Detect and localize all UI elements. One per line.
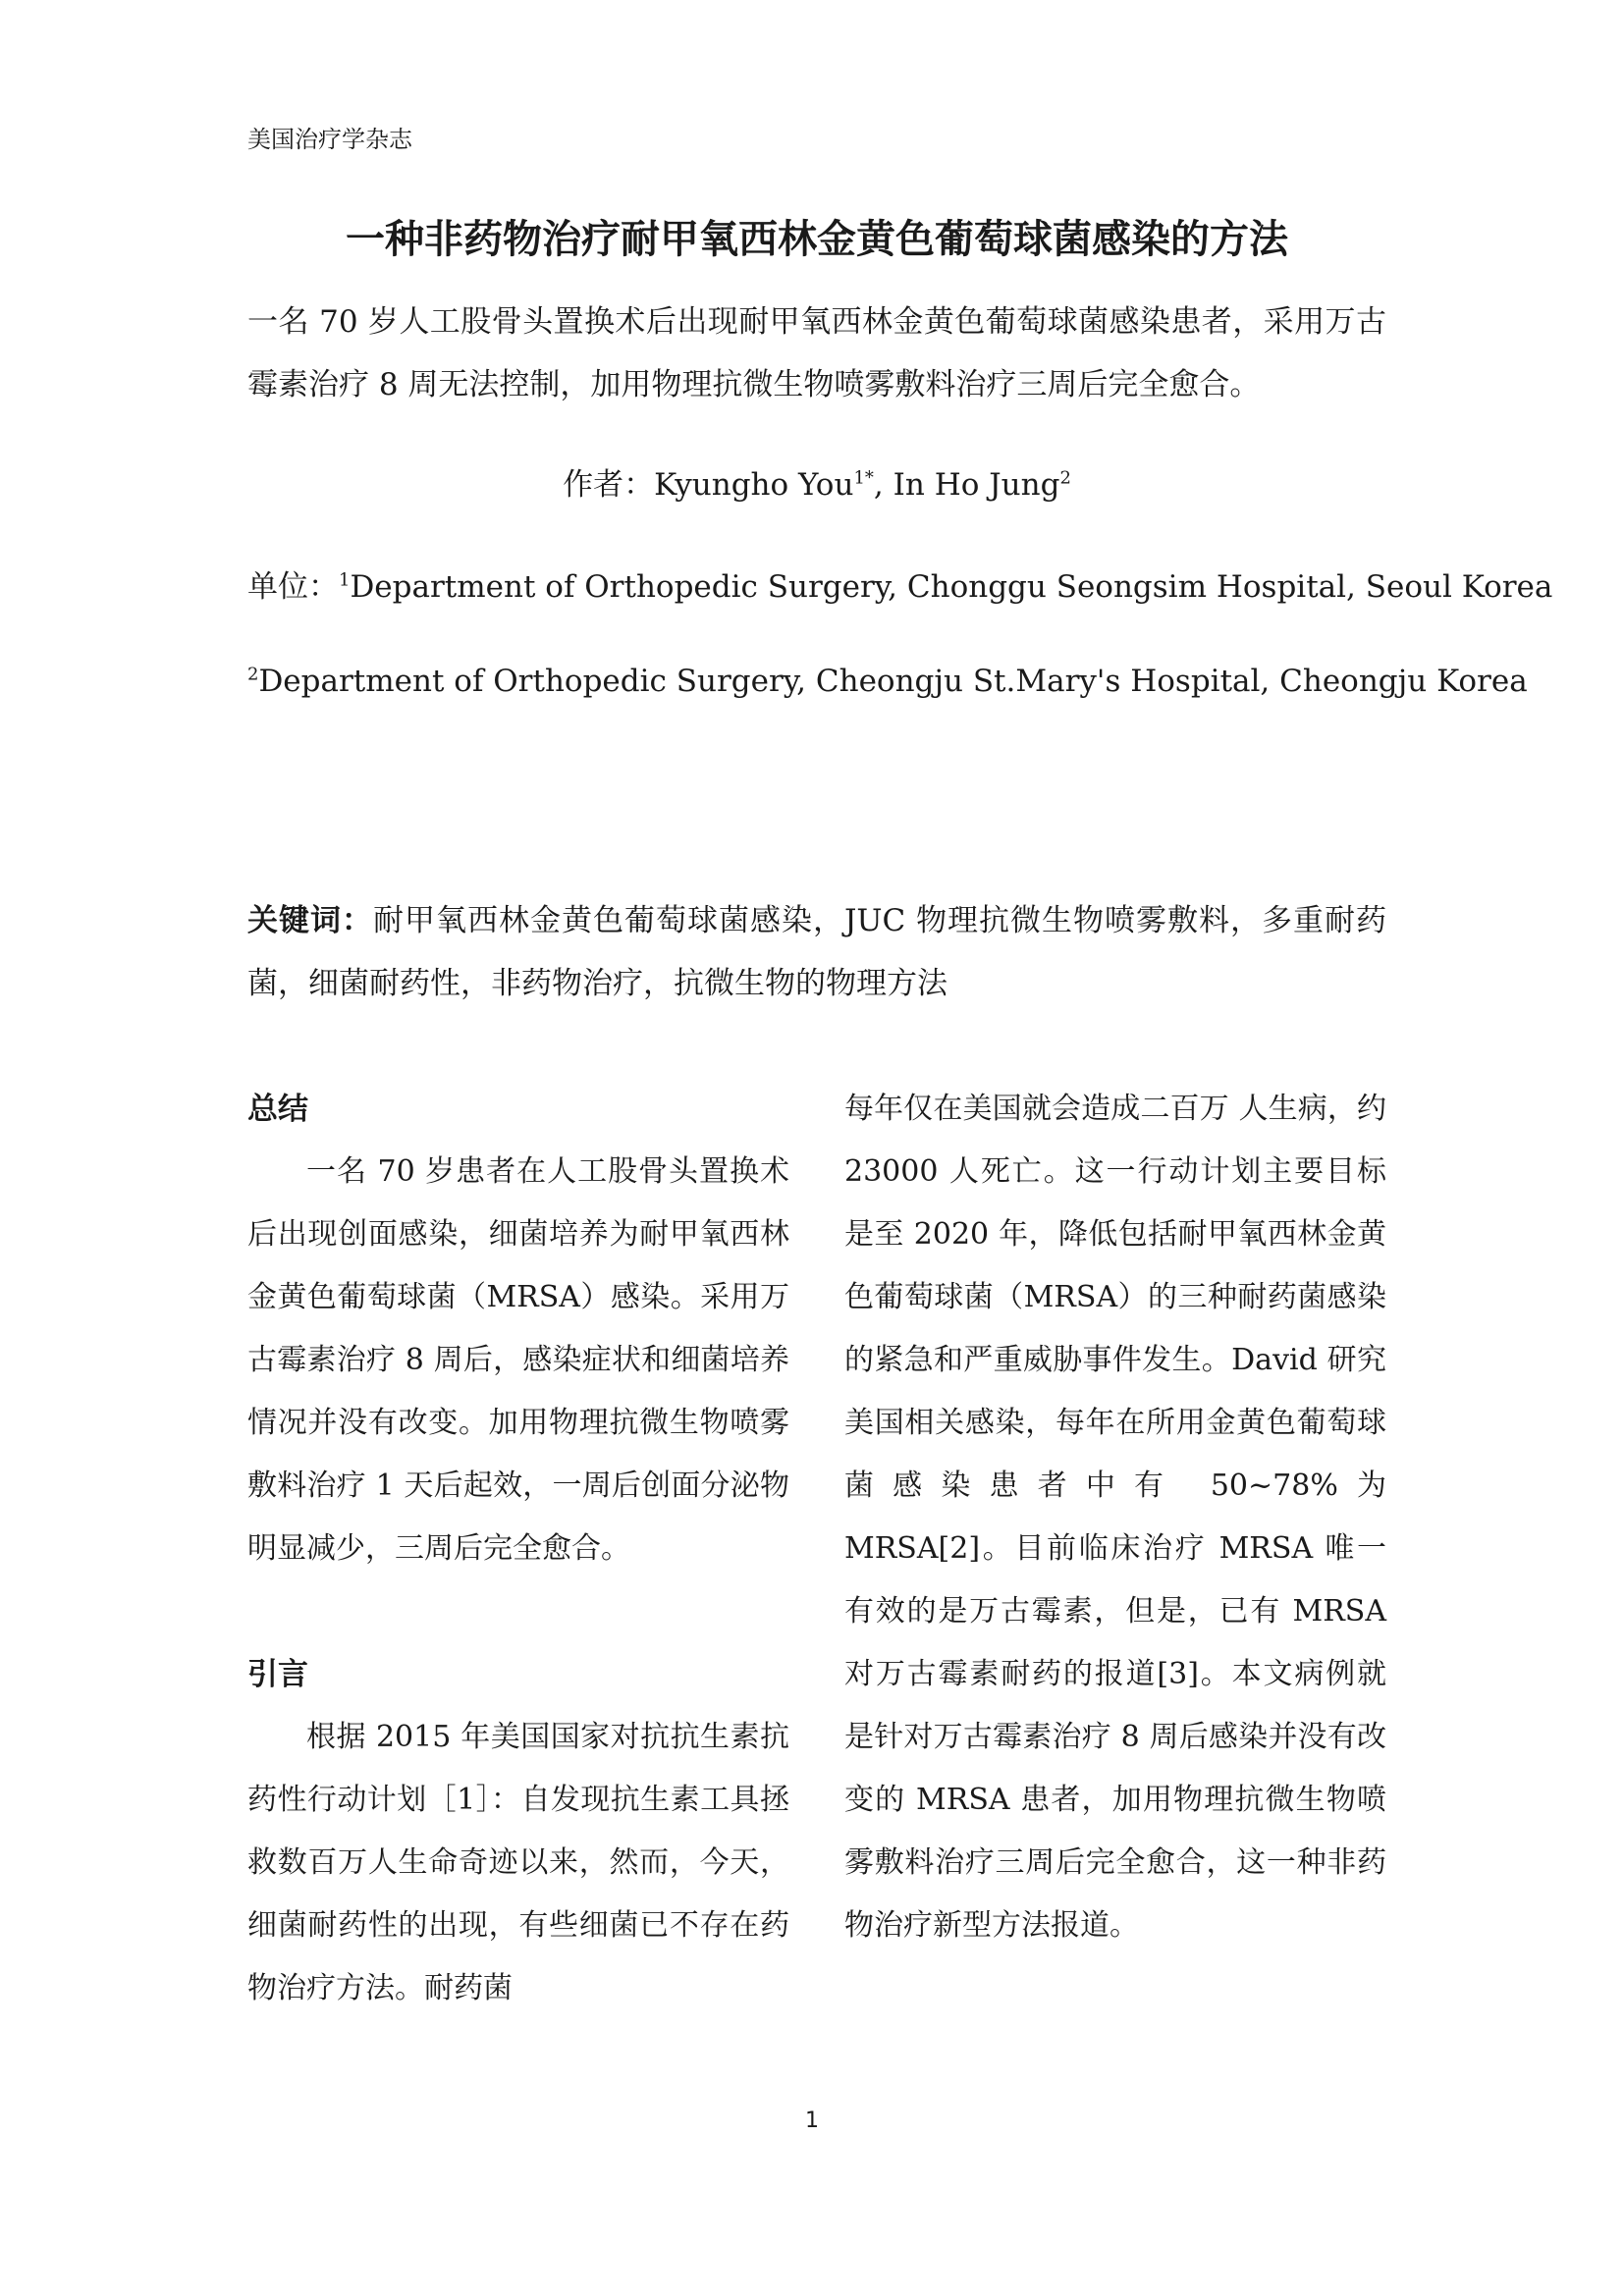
introduction-paragraph: 根据 2015 年美国国家对抗抗生素抗药性行动计划［1］：自发现抗生素工具拯救数百万人生命奇迹以来，然而，今天，细菌耐药性的出现，有些细菌已不存在药物治疗方法。耐药菌 bbox=[247, 1720, 789, 2005]
affiliation-text: Department of Orthopedic Surgery, Cheongju St.Mary's Hospital, Cheongju Korea bbox=[258, 664, 1528, 699]
author-affiliation-mark: 1* bbox=[853, 467, 874, 489]
journal-name: 美国治疗学杂志 bbox=[247, 126, 412, 153]
keywords-label: 关键词： bbox=[247, 903, 373, 938]
affiliation-label: 单位： bbox=[247, 569, 339, 605]
affiliation-mark: 2 bbox=[247, 664, 259, 685]
left-column bbox=[247, 1078, 789, 2020]
summary-paragraph: 一名 70 岁患者在人工股骨头置换术后出现创面感染，细菌培养为耐甲氧西林金黄色葡萄球菌（MRSA）感染。采用万古霉素治疗 8 周后，感染症状和细菌培养情况并没有改变。加用物理抗微生物喷雾敷料治疗 1 天后起效，一周后创面分泌物明显减少，三周后完全愈合。 bbox=[247, 1154, 789, 1566]
right-column bbox=[844, 1078, 1386, 1957]
introduction-continued-paragraph: 每年仅在美国就会造成二百万 人生病，约 23000 人死亡。这一行动计划主要目标是至 2020 年，降低包括耐甲氧西林金黄色葡萄球菌（MRSA）的三种耐药菌感染的紧急和严重威胁事件发生。David 研究美国相关感染，每年在所用金黄色葡萄球菌感染患者中有 50~78%为 MRSA[2]。目前临床治疗 MRSA 唯一有效的是万古霉素，但是，已有 MRSA 对万古霉素耐药的报道[3]。本文病例就是针对万古霉素治疗 8 周后感染并没有改变的 MRSA 患者，加用物理抗微生物喷雾敷料治疗三周后完全愈合，这一种非药物治疗新型方法报道。 bbox=[844, 1092, 1386, 1943]
affiliation-1 bbox=[247, 561, 1552, 606]
authors-label: 作者： bbox=[563, 467, 655, 503]
keywords bbox=[247, 889, 1386, 1015]
page-number: 1 bbox=[805, 2109, 819, 2133]
affiliation-mark: 1 bbox=[339, 569, 351, 591]
section-gap bbox=[247, 1580, 789, 1643]
section-heading-introduction: 引言 bbox=[247, 1657, 308, 1692]
section-heading-summary: 总结 bbox=[247, 1092, 308, 1127]
article-title: 一种非药物治疗耐甲氧西林金黄色葡萄球菌感染的方法 bbox=[346, 217, 1288, 262]
affiliation-text: Department of Orthopedic Surgery, Chonggu Seongsim Hospital, Seoul Korea bbox=[350, 569, 1553, 605]
author-name: In Ho Jung bbox=[893, 467, 1060, 503]
title-summary: 一名 70 岁人工股骨头置换术后出现耐甲氧西林金黄色葡萄球菌感染患者，采用万古霉素治疗 8 周无法控制，加用物理抗微生物喷雾敷料治疗三周后完全愈合。 bbox=[247, 304, 1386, 402]
author-separator: , bbox=[873, 467, 893, 503]
affiliation-2 bbox=[247, 664, 1528, 699]
keywords-text: 耐甲氧西林金黄色葡萄球菌感染，JUC 物理抗微生物喷雾敷料，多重耐药菌，细菌耐药性，非药物治疗，抗微生物的物理方法 bbox=[247, 903, 1387, 1001]
author-name: Kyungho You bbox=[654, 467, 854, 503]
author-affiliation-mark: 2 bbox=[1059, 467, 1071, 489]
author-line bbox=[247, 459, 1386, 504]
